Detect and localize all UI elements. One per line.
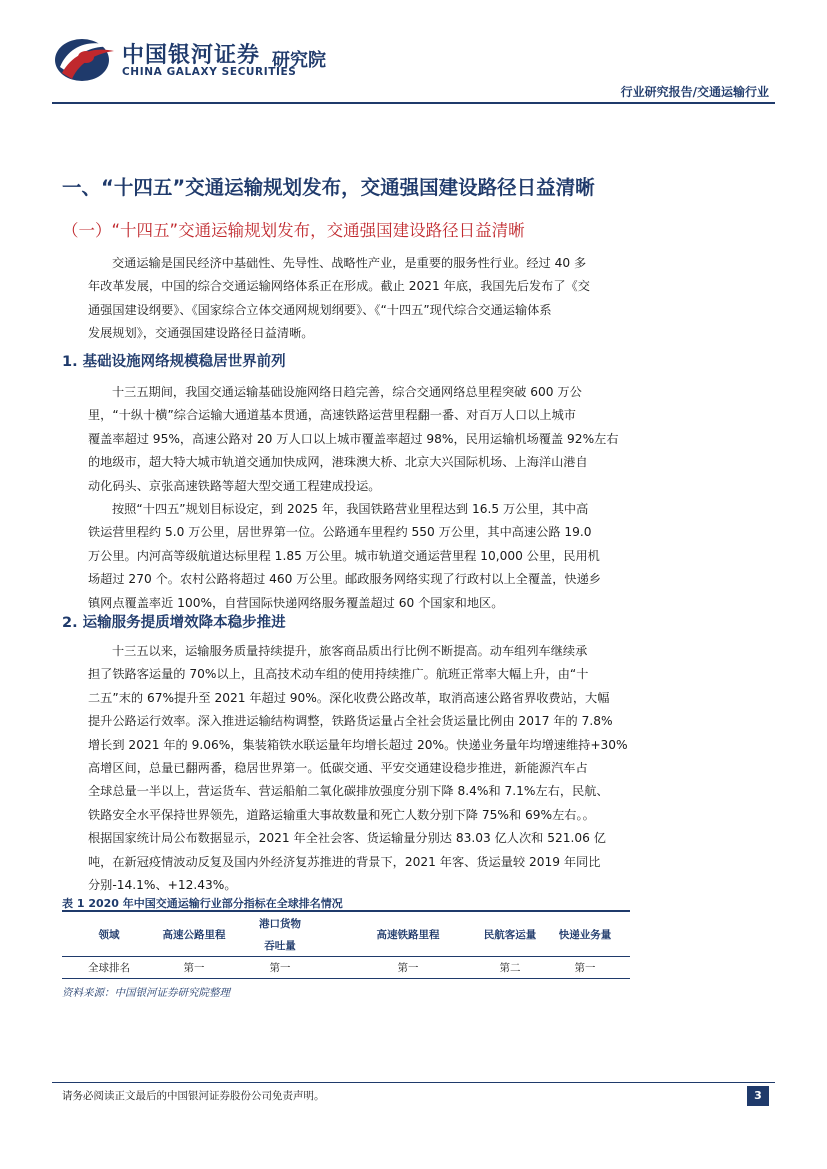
table-header-rule (62, 956, 630, 957)
table-header-cell: 吞吐量 (264, 940, 296, 952)
table-header-cell: 港口货物 (259, 918, 301, 930)
paragraph-line: 吨，在新冠疫情波动反复及国内外经济复苏推进的背景下，2021 年客、货运量较 2019 年同比 (88, 854, 601, 869)
table-cell: 第一 (397, 962, 419, 974)
paragraph-line: 十三五期间，我国交通运输基础设施网络日趋完善，综合交通网络总里程突破 600 万公 (112, 385, 582, 399)
paragraph-line: 场超过 270 个。农村公路将超过 460 万公里。邮政服务网络实现了行政村以上全覆盖，快递乡 (88, 572, 601, 587)
page-number: 3 (747, 1086, 769, 1106)
disclaimer-note: 请务必阅读正文最后的中国银河证券股份公司免责声明。 (62, 1090, 325, 1102)
table-cell: 第一 (574, 962, 596, 974)
footer-divider (52, 1082, 775, 1083)
paragraph-line: 全球总量一半以上，营运货车、营运船舶二氧化碳排放强度分别下降 8.4%和 7.1%左右，民航、 (88, 784, 609, 799)
paragraph-line: 的地级市，超大特大城市轨道交通加快成网，港珠澳大桥、北京大兴国际机场、上海洋山港自 (88, 455, 588, 470)
table-cell: 全球排名 (88, 962, 130, 974)
infrastructure-heading: 1. 基础设施网络规模稳居世界前列 (62, 354, 286, 370)
paragraph-line: 通强国建设纲要》、《国家综合立体交通网规划纲要》、《“十四五”现代综合交通运输体系 (88, 302, 552, 317)
transport-service-paragraph (88, 640, 738, 897)
brand-name-en: CHINA GALAXY SECURITIES (122, 66, 297, 78)
paragraph-line: 发展规划》，交通强国建设路径日益清晰。 (88, 326, 314, 341)
table-caption: 表 1 2020 年中国交通运输行业部分指标在全球排名情况 (62, 897, 343, 910)
paragraph-line: 铁运营里程约 5.0 万公里，居世界第一位。公路通车里程约 550 万公里，其中高速公路 19.0 (88, 525, 592, 540)
infrastructure-paragraph-2 (88, 498, 738, 615)
paragraph-line: 覆盖率超过 95%，高速公路对 20 万人口以上城市覆盖率超过 98%，民用运输机场覆盖 92%左右 (88, 431, 619, 446)
table-header-cell: 民航客运量 (483, 929, 537, 941)
paragraph-line: 铁路安全水平保持世界领先，道路运输重大事故数量和死亡人数分别下降 75%和 69%左右。。 (88, 807, 595, 822)
paragraph-line: 分别-14.1%、+12.43%。 (88, 878, 237, 893)
infrastructure-paragraph-1 (88, 381, 738, 498)
table-cell: 第一 (269, 962, 291, 974)
transport-service-heading: 2. 运输服务提质增效降本稳步推进 (62, 615, 286, 631)
table-top-rule (62, 910, 630, 912)
subsection-heading: （一）“十四五”交通运输规划发布，交通强国建设路径日益清晰 (62, 221, 525, 240)
paragraph-line: 万公里。内河高等级航道达标里程 1.85 万公里。城市轨道交通运营里程 10,000 公里，民用机 (88, 548, 600, 563)
galaxy-logo-icon (52, 33, 116, 85)
report-category: 行业研究报告/交通运输行业 (620, 85, 769, 99)
paragraph-line: 高增区间，总量已翻两番，稳居世界第一。低碳交通、平安交通建设稳步推进，新能源汽车占 (88, 761, 588, 776)
header-divider (52, 102, 775, 104)
table-header-cell: 高速铁路里程 (376, 929, 440, 941)
table-bottom-rule (62, 978, 630, 979)
brand-name-cn: 中国银河证券 (122, 43, 261, 68)
table-header-cell: 快递业务量 (558, 929, 612, 941)
section-heading: 一、“十四五”交通运输规划发布，交通强国建设路径日益清晰 (62, 176, 595, 199)
paragraph-line: 增长到 2021 年的 9.06%，集装箱铁水联运量年均增长超过 20%。快递业务量年均增速维持+30% (88, 737, 628, 752)
paragraph-line: 十三五以来，运输服务质量持续提升，旅客商品质出行比例不断提高。动车组列车继续承 (112, 644, 588, 658)
intro-paragraph (88, 252, 738, 346)
paragraph-line: 交通运输是国民经济中基础性、先导性、战略性产业，是重要的服务性行业。经过 40 多 (112, 256, 587, 270)
paragraph-line: 动化码头、京张高速铁路等超大型交通工程建成投运。 (88, 478, 381, 493)
paragraph-line: 里，“十纵十横”综合运输大通道基本贯通，高速铁路运营里程翻一番、对百万人口以上城市 (88, 408, 576, 423)
table-cell: 第一 (183, 962, 205, 974)
table-source: 资料来源：中国银河证券研究院整理 (62, 987, 230, 999)
brand-subtitle: 研究院 (272, 50, 326, 71)
paragraph-line: 镇网点覆盖率近 100%，自营国际快递网络服务覆盖超过 60 个国家和地区。 (88, 595, 504, 610)
table-header-cell: 领域 (98, 929, 120, 941)
table-cell: 第二 (499, 962, 521, 974)
paragraph-line: 二五”末的 67%提升至 2021 年超过 90%。深化收费公路改革，取消高速公路省界收费站，大幅 (88, 690, 610, 705)
paragraph-line: 提升公路运行效率。深入推进运输结构调整，铁路货运量占全社会货运量比例由 2017 年的 7.8% (88, 714, 613, 729)
table-header-cell: 高速公路里程 (162, 929, 226, 941)
paragraph-line: 年改革发展，中国的综合交通运输网络体系正在形成。截止 2021 年底，我国先后发布了《交 (88, 279, 590, 294)
paragraph-line: 担了铁路客运量的 70%以上，且高技术动车组的使用持续推广。航班正常率大幅上升，由“十 (88, 667, 589, 682)
paragraph-line: 按照“十四五”规划目标设定，到 2025 年，我国铁路营业里程达到 16.5 万公里，其中高 (112, 502, 589, 516)
paragraph-line: 根据国家统计局公布数据显示，2021 年全社会客、货运输量分别达 83.03 亿人次和 521.06 亿 (88, 831, 606, 846)
